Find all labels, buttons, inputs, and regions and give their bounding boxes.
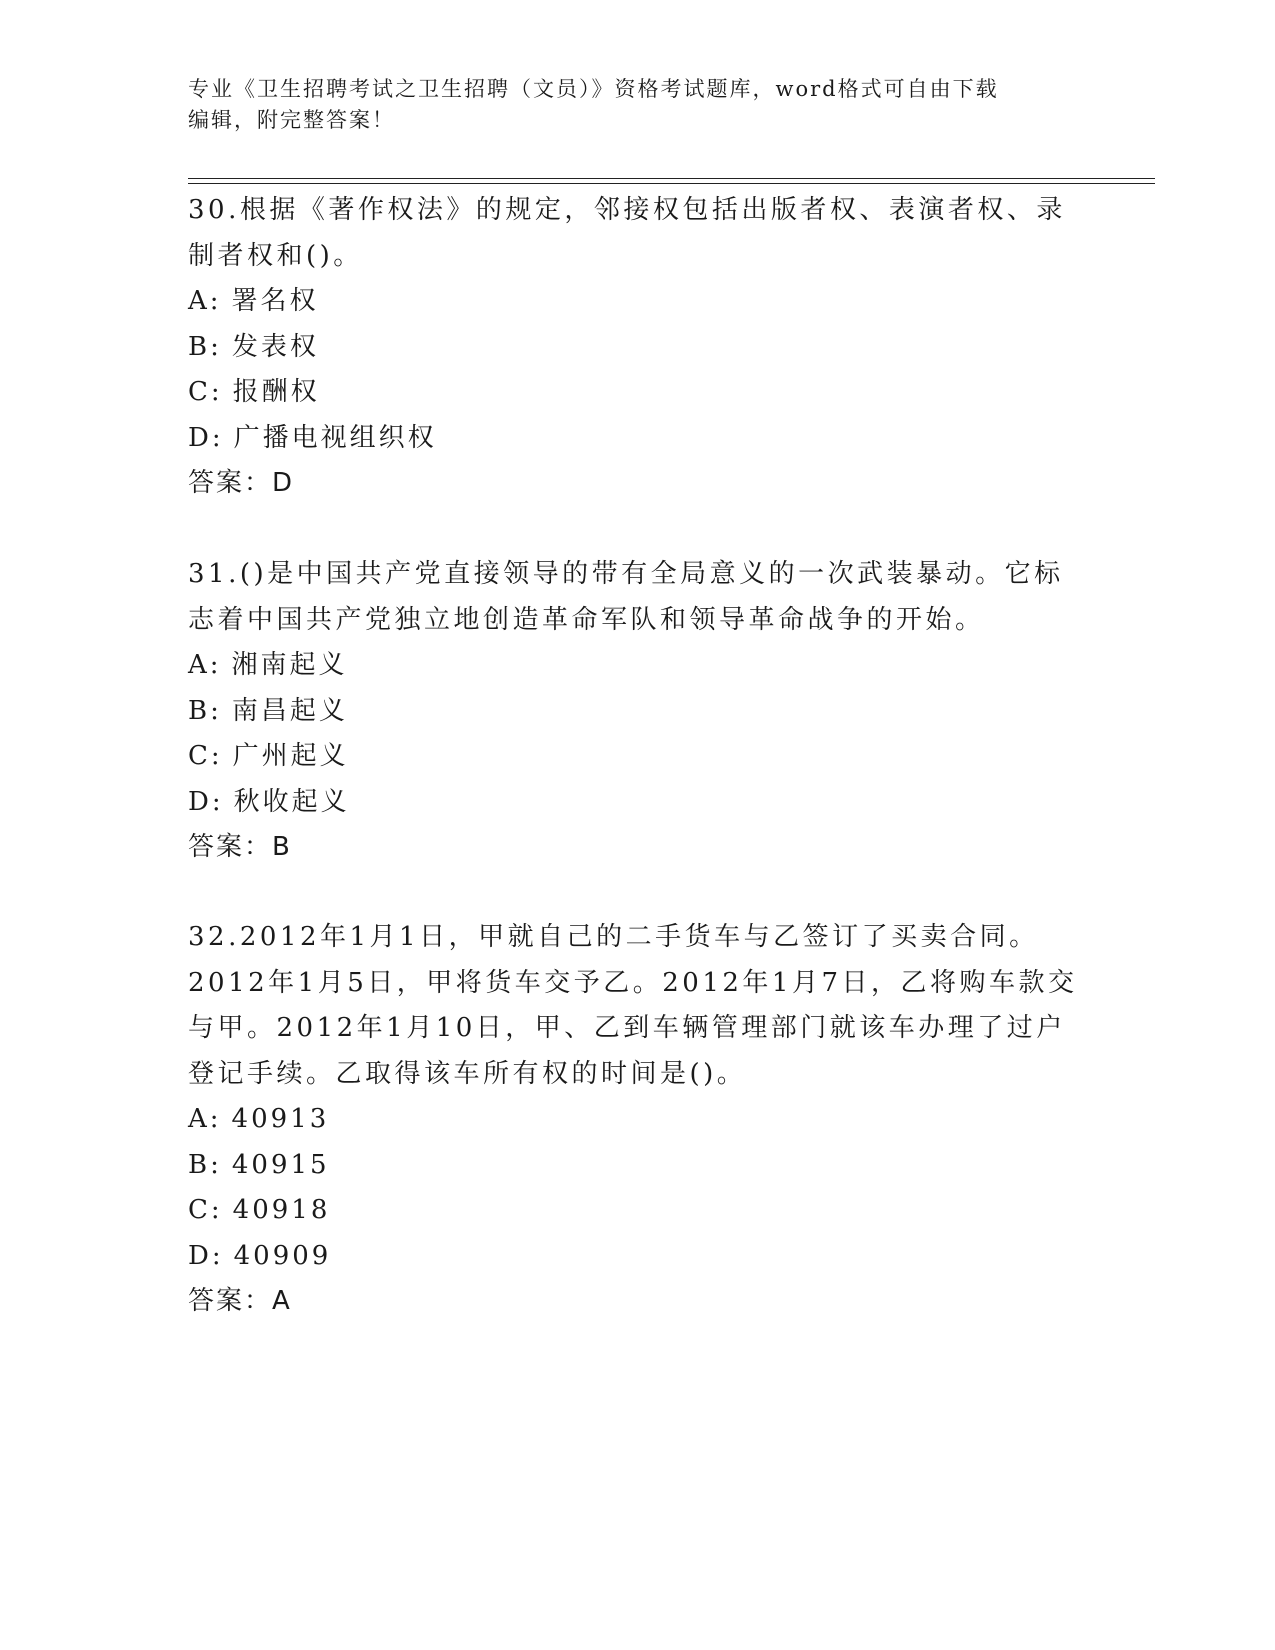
option-b (188, 325, 1078, 371)
option-text: 南昌起义 (231, 695, 348, 726)
option-separator: : (211, 786, 224, 817)
option-separator: : (210, 331, 222, 362)
option-c (188, 1188, 1078, 1234)
option-d (188, 1234, 1078, 1280)
option-separator: : (209, 286, 222, 316)
option-text: 湘南起义 (231, 650, 348, 680)
option-text: 40915 (231, 1149, 330, 1180)
option-separator: : (211, 1240, 224, 1271)
option-text: 40909 (233, 1240, 332, 1271)
option-letter: B (188, 695, 211, 726)
option-letter: C (188, 377, 211, 407)
option-text: 秋收起义 (233, 786, 350, 817)
answer-line: 答案：A (188, 1286, 292, 1316)
question-stem: 32.2012年1月1日，甲就自己的二手货车与乙签订了买卖合同。2012年1月5日，甲将货车交予乙。2012年1月7日，乙将购车款交与甲。2012年1月10日，甲、乙到车辆管理部门就该车办理了过户登记手续。乙取得该车所有权的时间是()。 (188, 922, 1078, 1089)
option-letter: B (188, 331, 211, 362)
header-divider-top (188, 178, 1155, 179)
option-separator: : (210, 1149, 222, 1180)
option-a (188, 643, 1078, 689)
question-stem: 31.()是中国共产党直接领导的带有全局意义的一次武装暴动。它标志着中国共产党独立地创造革命军队和领导革命战争的开始。 (188, 559, 1064, 635)
option-text: 广州起义 (232, 741, 349, 771)
header-line-1: 专业《卫生招聘考试之卫生招聘（文员）》资格考试题库，word格式可自由下载 (188, 77, 999, 101)
option-separator: : (209, 650, 222, 680)
option-d (188, 416, 1078, 462)
option-a (188, 279, 1078, 325)
option-letter: C (188, 741, 211, 771)
answer-line: 答案：D (188, 468, 295, 498)
option-separator: : (209, 1104, 222, 1134)
option-b (188, 689, 1078, 735)
option-text: 发表权 (231, 331, 319, 362)
option-text: 报酬权 (232, 377, 320, 407)
option-letter: A (188, 286, 210, 316)
header-line-2: 编辑，附完整答案！ (188, 108, 395, 132)
option-letter: D (188, 1240, 212, 1271)
option-letter: C (188, 1195, 211, 1225)
document-header (188, 74, 1068, 136)
option-separator: : (210, 377, 223, 407)
option-c (188, 734, 1078, 780)
question-30 (188, 188, 1078, 507)
option-a (188, 1097, 1078, 1143)
header-divider-bottom (188, 183, 1155, 184)
option-c (188, 370, 1078, 416)
option-separator: : (210, 741, 223, 771)
option-separator: : (210, 695, 222, 726)
option-letter: D (188, 786, 212, 817)
option-text: 署名权 (231, 286, 319, 316)
option-letter: A (188, 650, 210, 680)
answer-line: 答案：B (188, 832, 292, 862)
option-text: 40918 (232, 1195, 331, 1225)
option-b (188, 1143, 1078, 1189)
option-d (188, 780, 1078, 826)
option-letter: D (188, 422, 212, 453)
question-32 (188, 915, 1078, 1325)
option-letter: B (188, 1149, 211, 1180)
question-31 (188, 552, 1078, 871)
option-text: 40913 (231, 1104, 330, 1134)
question-stem: 30.根据《著作权法》的规定，邻接权包括出版者权、表演者权、录制者权和()。 (188, 195, 1066, 271)
option-separator: : (210, 1195, 223, 1225)
option-separator: : (211, 422, 224, 453)
option-letter: A (188, 1104, 210, 1134)
option-text: 广播电视组织权 (233, 422, 437, 453)
